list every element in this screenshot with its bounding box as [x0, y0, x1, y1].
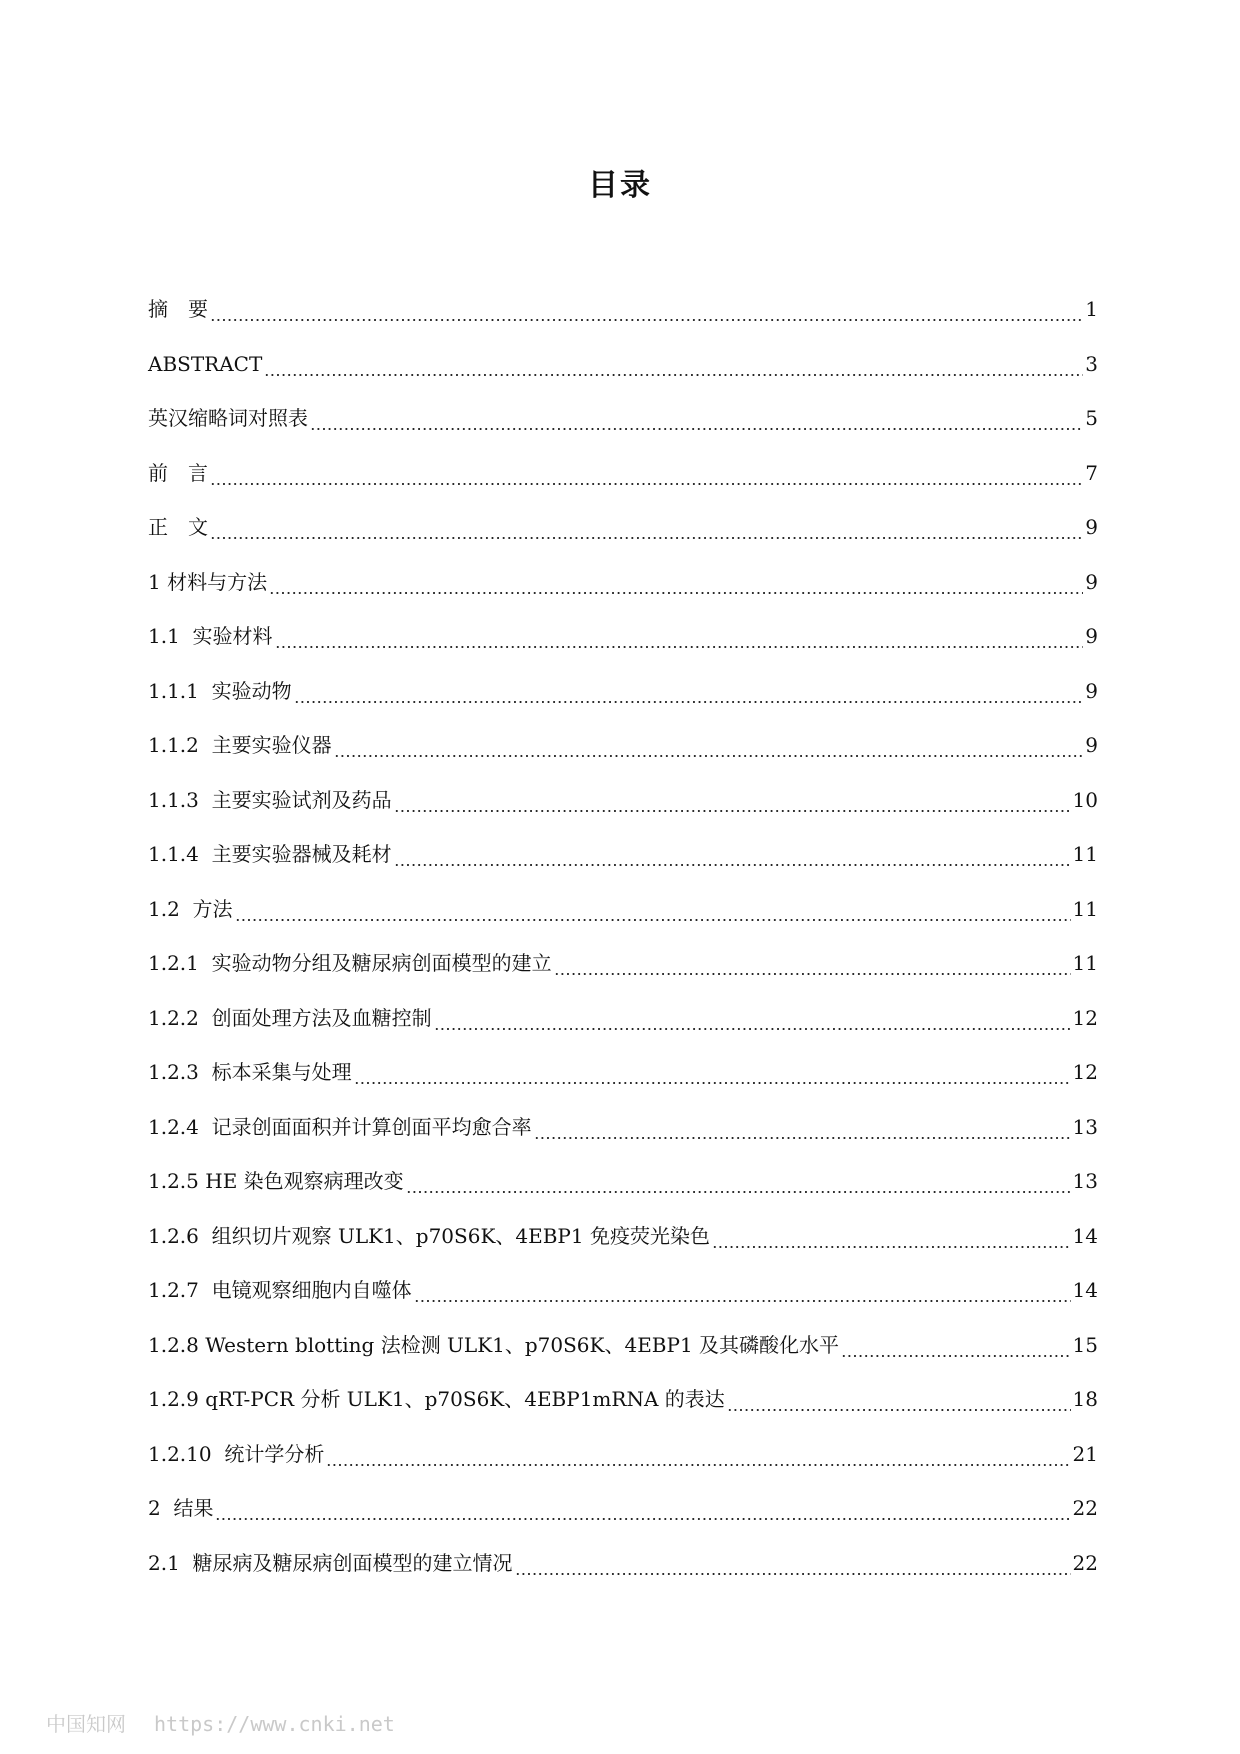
- toc-entry[interactable]: [148, 1045, 1098, 1100]
- toc-entry-label: 1.2.10 统计学分析: [148, 1441, 325, 1466]
- toc-entry-label: 1.2.4 记录创面面积并计算创面平均愈合率: [148, 1114, 532, 1139]
- toc-entry[interactable]: [148, 936, 1098, 991]
- toc-dot-leader: [406, 1174, 1071, 1194]
- toc-entry-label: 1.2.3 标本采集与处理: [148, 1060, 352, 1085]
- toc-entry-label: 1.1.4 主要实验器械及耗材: [148, 842, 392, 867]
- toc-entry[interactable]: [148, 1481, 1098, 1536]
- toc-dot-leader: [354, 1065, 1071, 1085]
- page-title: 目录: [588, 168, 652, 203]
- toc-entry[interactable]: [148, 391, 1098, 446]
- toc-entry-label: 2 结果: [148, 1496, 214, 1521]
- toc-entry-page-number: 22: [1072, 1550, 1098, 1575]
- toc-entry[interactable]: [148, 664, 1098, 719]
- toc-entry[interactable]: [148, 1372, 1098, 1427]
- toc-dot-leader: [554, 956, 1071, 976]
- toc-entry[interactable]: [148, 827, 1098, 882]
- toc-dot-leader: [264, 357, 1083, 377]
- toc-entry-page-number: 9: [1085, 624, 1098, 649]
- toc-entry-page-number: 11: [1072, 842, 1098, 867]
- toc-entry-label: ABSTRACT: [148, 351, 263, 376]
- toc-entry-label: 1.2.8 Western blotting 法检测 ULK1、p70S6K、4EBP1 及其磷酸化水平: [148, 1332, 840, 1357]
- toc-dot-leader: [727, 1392, 1071, 1412]
- toc-entry[interactable]: [148, 282, 1098, 337]
- toc-entry-label: 1.2.5 HE 染色观察病理改变: [148, 1169, 404, 1194]
- toc-entry-page-number: 9: [1085, 515, 1098, 540]
- toc-entry-label: 1.2.7 电镜观察细胞内自噬体: [148, 1278, 412, 1303]
- toc-entry[interactable]: [148, 1100, 1098, 1155]
- toc-dot-leader: [434, 1011, 1071, 1031]
- toc-dot-leader: [210, 302, 1083, 322]
- toc-dot-leader: [275, 629, 1084, 649]
- toc-dot-leader: [310, 411, 1083, 431]
- toc-dot-leader: [326, 1447, 1070, 1467]
- toc-entry-page-number: 15: [1072, 1332, 1098, 1357]
- toc-entry[interactable]: [148, 1318, 1098, 1373]
- toc-entry-page-number: 13: [1072, 1169, 1098, 1194]
- toc-dot-leader: [712, 1229, 1071, 1249]
- toc-dot-leader: [294, 684, 1084, 704]
- toc-dot-leader: [394, 793, 1071, 813]
- toc-entry[interactable]: [148, 882, 1098, 937]
- watermark: [46, 1708, 395, 1737]
- toc-entry-page-number: 5: [1085, 406, 1098, 431]
- toc-dot-leader: [215, 1501, 1070, 1521]
- watermark-url: https://www.cnki.net: [154, 1712, 395, 1736]
- toc-dot-leader: [269, 575, 1083, 595]
- toc-dot-leader: [841, 1338, 1071, 1358]
- toc-entry-label: 正 文: [148, 515, 208, 540]
- toc-entry-label: 1.1.3 主要实验试剂及药品: [148, 787, 392, 812]
- toc-entry-label: 2.1 糖尿病及糖尿病创面模型的建立情况: [148, 1550, 513, 1575]
- toc-entry[interactable]: [148, 337, 1098, 392]
- toc-entry-page-number: 3: [1085, 351, 1098, 376]
- toc-entry-label: 摘 要: [148, 297, 208, 322]
- watermark-site-name: 中国知网: [46, 1712, 126, 1736]
- toc-entry[interactable]: [148, 446, 1098, 501]
- toc-dot-leader: [394, 847, 1071, 867]
- toc-dot-leader: [210, 520, 1083, 540]
- toc-dot-leader: [210, 466, 1083, 486]
- toc-entry-label: 1.1 实验材料: [148, 624, 273, 649]
- toc-entry-page-number: 12: [1072, 1060, 1098, 1085]
- toc-entry[interactable]: [148, 1209, 1098, 1264]
- toc-entry-label: 英汉缩略词对照表: [148, 406, 308, 431]
- toc-entry-label: 1.2.1 实验动物分组及糖尿病创面模型的建立: [148, 951, 552, 976]
- toc-entry[interactable]: [148, 1154, 1098, 1209]
- toc-entry-label: 1.2.9 qRT-PCR 分析 ULK1、p70S6K、4EBP1mRNA 的表达: [148, 1387, 725, 1412]
- toc-entry-page-number: 9: [1085, 678, 1098, 703]
- toc-entry[interactable]: [148, 555, 1098, 610]
- toc-entry[interactable]: [148, 609, 1098, 664]
- toc-entry-label: 1.2.6 组织切片观察 ULK1、p70S6K、4EBP1 免疫荧光染色: [148, 1223, 710, 1248]
- toc-entry-page-number: 1: [1085, 297, 1098, 322]
- toc-entry-page-number: 22: [1072, 1496, 1098, 1521]
- toc-entry-page-number: 13: [1072, 1114, 1098, 1139]
- toc-entry[interactable]: [148, 773, 1098, 828]
- toc-entry-page-number: 14: [1072, 1278, 1098, 1303]
- toc-entry-label: 1.1.1 实验动物: [148, 678, 292, 703]
- toc-dot-leader: [235, 902, 1071, 922]
- toc-entry[interactable]: [148, 718, 1098, 773]
- table-of-contents: [148, 282, 1098, 1590]
- toc-entry-page-number: 21: [1072, 1441, 1098, 1466]
- toc-entry-page-number: 18: [1072, 1387, 1098, 1412]
- toc-entry[interactable]: [148, 1536, 1098, 1591]
- toc-entry-page-number: 14: [1072, 1223, 1098, 1248]
- toc-entry-page-number: 11: [1072, 896, 1098, 921]
- toc-entry-page-number: 12: [1072, 1005, 1098, 1030]
- toc-dot-leader: [334, 738, 1084, 758]
- toc-entry-label: 1.2.2 创面处理方法及血糖控制: [148, 1005, 432, 1030]
- toc-entry-label: 1.2 方法: [148, 896, 233, 921]
- toc-entry[interactable]: [148, 991, 1098, 1046]
- toc-entry[interactable]: [148, 1263, 1098, 1318]
- toc-dot-leader: [534, 1120, 1071, 1140]
- toc-entry-label: 1 材料与方法: [148, 569, 268, 594]
- toc-dot-leader: [414, 1283, 1071, 1303]
- toc-entry[interactable]: [148, 500, 1098, 555]
- toc-entry-label: 1.1.2 主要实验仪器: [148, 733, 332, 758]
- toc-entry-page-number: 9: [1085, 733, 1098, 758]
- toc-entry-page-number: 9: [1085, 569, 1098, 594]
- toc-entry-page-number: 11: [1072, 951, 1098, 976]
- toc-entry[interactable]: [148, 1427, 1098, 1482]
- toc-dot-leader: [515, 1556, 1071, 1576]
- toc-entry-page-number: 10: [1072, 787, 1098, 812]
- toc-entry-label: 前 言: [148, 460, 208, 485]
- toc-entry-page-number: 7: [1085, 460, 1098, 485]
